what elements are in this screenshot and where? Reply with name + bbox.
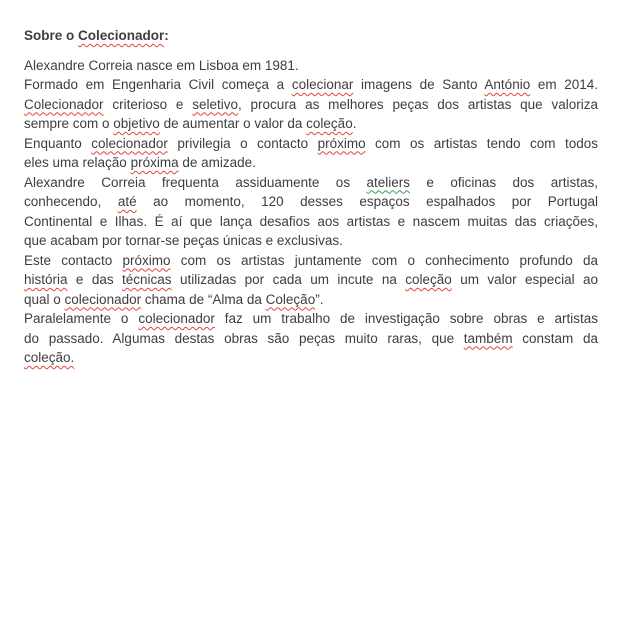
- text-run: Formado em Engenharia Civil começa a: [24, 77, 292, 92]
- text-run: com os artistas tendo com todos: [365, 135, 598, 151]
- text-run: faz um trabalho de investigação sobre obras e artistas: [214, 311, 598, 326]
- text-line: [24, 309, 598, 329]
- misspelled-word: coleção: [405, 272, 452, 287]
- text-line: [24, 56, 598, 76]
- text-line: [24, 212, 598, 232]
- text-run: imagens de Santo: [353, 77, 485, 92]
- text-run: .: [352, 116, 357, 131]
- text-line: [24, 348, 598, 368]
- text-line: [24, 270, 598, 290]
- text-run: utilizadas por cada um incute na: [171, 272, 406, 287]
- text-line: [24, 95, 598, 115]
- document-page: [24, 26, 598, 368]
- misspelled-word: até: [117, 194, 137, 209]
- text-run: , procura as melhores peças dos artistas que valoriza: [238, 96, 598, 112]
- text-run: em 2014.: [530, 77, 598, 92]
- misspelled-word: próximo: [317, 135, 366, 151]
- text-run: privilegia o contacto: [167, 135, 318, 151]
- text-run: Sobre o: [24, 28, 79, 43]
- text-run: ao momento, 120 desses espaços espalhados por Portugal: [136, 194, 598, 209]
- document-body: [24, 56, 598, 368]
- misspelled-word: próximo: [122, 252, 171, 268]
- misspelled-word: colecionador: [91, 135, 168, 151]
- text-run: do passado. Algumas destas obras são peças muito raras, que: [24, 330, 464, 346]
- text-run: que acabam por tornar-se peças únicas e exclusivas.: [24, 233, 343, 248]
- text-run: :: [164, 28, 169, 43]
- text-run: com os artistas juntamente com o conhecimento profundo da: [170, 252, 598, 268]
- misspelled-word: seletivo: [192, 96, 238, 112]
- text-line: [24, 329, 598, 349]
- text-line: [24, 75, 598, 95]
- text-run: Alexandre Correia frequenta assiduamente os: [24, 174, 367, 190]
- misspelled-word: também: [463, 330, 513, 346]
- text-run: Alexandre Correia nasce em Lisboa em 1981.: [24, 57, 299, 73]
- text-run: constam da: [512, 330, 598, 346]
- text-run: chama de “Alma da: [141, 291, 266, 307]
- text-line: [24, 114, 598, 134]
- misspelled-word: Coleção: [265, 291, 316, 307]
- text-run: Continental e Ilhas. É aí que lança desafios aos artistas e nascem muitas das criações,: [24, 213, 598, 229]
- text-run: qual o: [24, 291, 65, 307]
- text-line: [24, 290, 598, 310]
- text-run: eles uma relação: [24, 155, 131, 170]
- text-run: conhecendo,: [24, 194, 118, 209]
- text-run: Paralelamente o: [24, 311, 139, 326]
- misspelled-word: objetivo: [113, 116, 160, 131]
- misspelled-word: história: [24, 272, 68, 287]
- text-line: [24, 173, 598, 193]
- text-run: de amizade.: [178, 155, 256, 170]
- text-run: e das: [67, 272, 123, 287]
- text-run: Enquanto: [24, 135, 92, 151]
- text-run: de aumentar o valor da: [159, 116, 307, 131]
- text-line: [24, 231, 598, 251]
- misspelled-word: Colecionador: [24, 96, 104, 112]
- text-run: criterioso e: [103, 96, 193, 112]
- text-run: ”.: [315, 291, 324, 307]
- text-run: sempre com o: [24, 116, 114, 131]
- misspelled-word: coleção: [306, 116, 353, 131]
- misspelled-word: colecionar: [291, 77, 354, 92]
- misspelled-word: coleção.: [24, 350, 75, 365]
- misspelled-word: António: [484, 77, 531, 92]
- text-run: Este contacto: [24, 252, 123, 268]
- misspelled-word: técnicas: [122, 272, 172, 287]
- misspelled-word: Colecionador: [78, 28, 165, 43]
- misspelled-word: colecionador: [138, 311, 215, 326]
- document-title: [24, 26, 598, 46]
- text-line: [24, 134, 598, 154]
- grammar-flag-word: ateliers: [366, 174, 411, 190]
- text-run: um valor especial ao: [451, 272, 598, 287]
- text-run: e oficinas dos artistas,: [410, 174, 598, 190]
- text-line: [24, 153, 598, 173]
- misspelled-word: próxima: [130, 155, 179, 170]
- text-line: [24, 251, 598, 271]
- misspelled-word: colecionador: [64, 291, 142, 307]
- text-line: [24, 192, 598, 212]
